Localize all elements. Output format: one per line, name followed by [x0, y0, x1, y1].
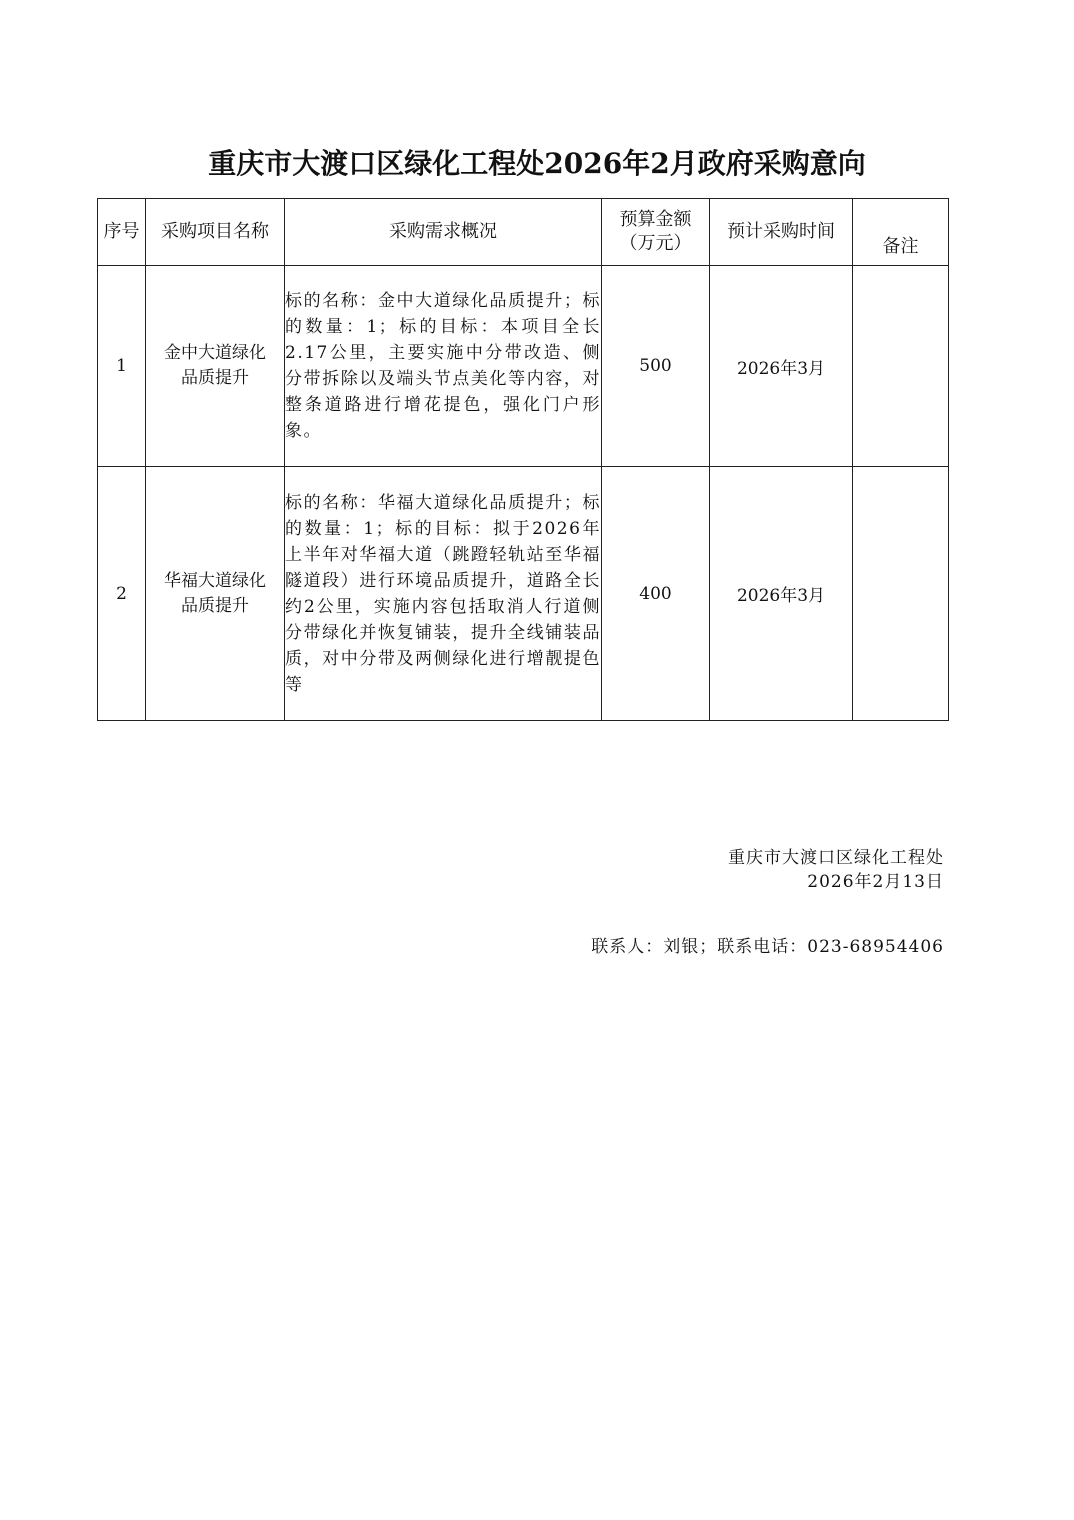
row-notes — [853, 266, 949, 467]
row-project-name-line1: 金中大道绿化 — [164, 343, 266, 363]
row-project-name-line1: 华福大道绿化 — [164, 570, 266, 591]
table-row — [98, 467, 949, 721]
page-title: 重庆市大渡口区绿化工程处2026年2月政府采购意向 — [208, 147, 866, 180]
row-project-name — [146, 467, 285, 721]
footer-organization: 重庆市大渡口区绿化工程处 — [728, 848, 944, 868]
header-budget — [602, 199, 710, 266]
row-purchase-time: 2026年3月 — [710, 467, 853, 721]
procurement-table — [97, 198, 949, 721]
row-seq: 1 — [98, 266, 146, 467]
header-budget-line2: （万元） — [619, 233, 692, 254]
table-header-row — [98, 199, 949, 266]
header-seq: 序号 — [98, 199, 146, 266]
header-notes: 备注 — [853, 199, 949, 266]
table-row — [98, 266, 949, 467]
header-purchase-time: 预计采购时间 — [710, 199, 853, 266]
header-requirements: 采购需求概况 — [285, 199, 602, 266]
header-project-name: 采购项目名称 — [146, 199, 285, 266]
footer-date: 2026年2月13日 — [807, 872, 944, 892]
row-project-name — [146, 266, 285, 467]
row-project-name-line2: 品质提升 — [181, 368, 249, 388]
row-requirements: 标的名称：金中大道绿化品质提升；标的数量：1；标的目标：本项目全长2.17公里，主要实施中分带改造、侧分带拆除以及端头节点美化等内容，对整条道路进行增花提色，强化门户形象。 — [285, 266, 602, 467]
header-budget-line1: 预算金额 — [619, 209, 692, 230]
row-purchase-time: 2026年3月 — [710, 266, 853, 467]
row-budget: 400 — [602, 467, 710, 721]
row-project-name-line2: 品质提升 — [181, 595, 249, 616]
row-notes — [853, 467, 949, 721]
row-seq: 2 — [98, 467, 146, 721]
row-requirements: 标的名称：华福大道绿化品质提升；标的数量：1；标的目标：拟于2026年上半年对华福大道（跳蹬轻轨站至华福隧道段）进行环境品质提升，道路全长约2公里，实施内容包括取消人行道侧分带绿化并恢复铺装，提升全线铺装品质，对中分带及两侧绿化进行增靓提色等 — [285, 467, 602, 721]
footer-contact: 联系人：刘银；联系电话：023-68954406 — [591, 937, 944, 957]
row-budget: 500 — [602, 266, 710, 467]
